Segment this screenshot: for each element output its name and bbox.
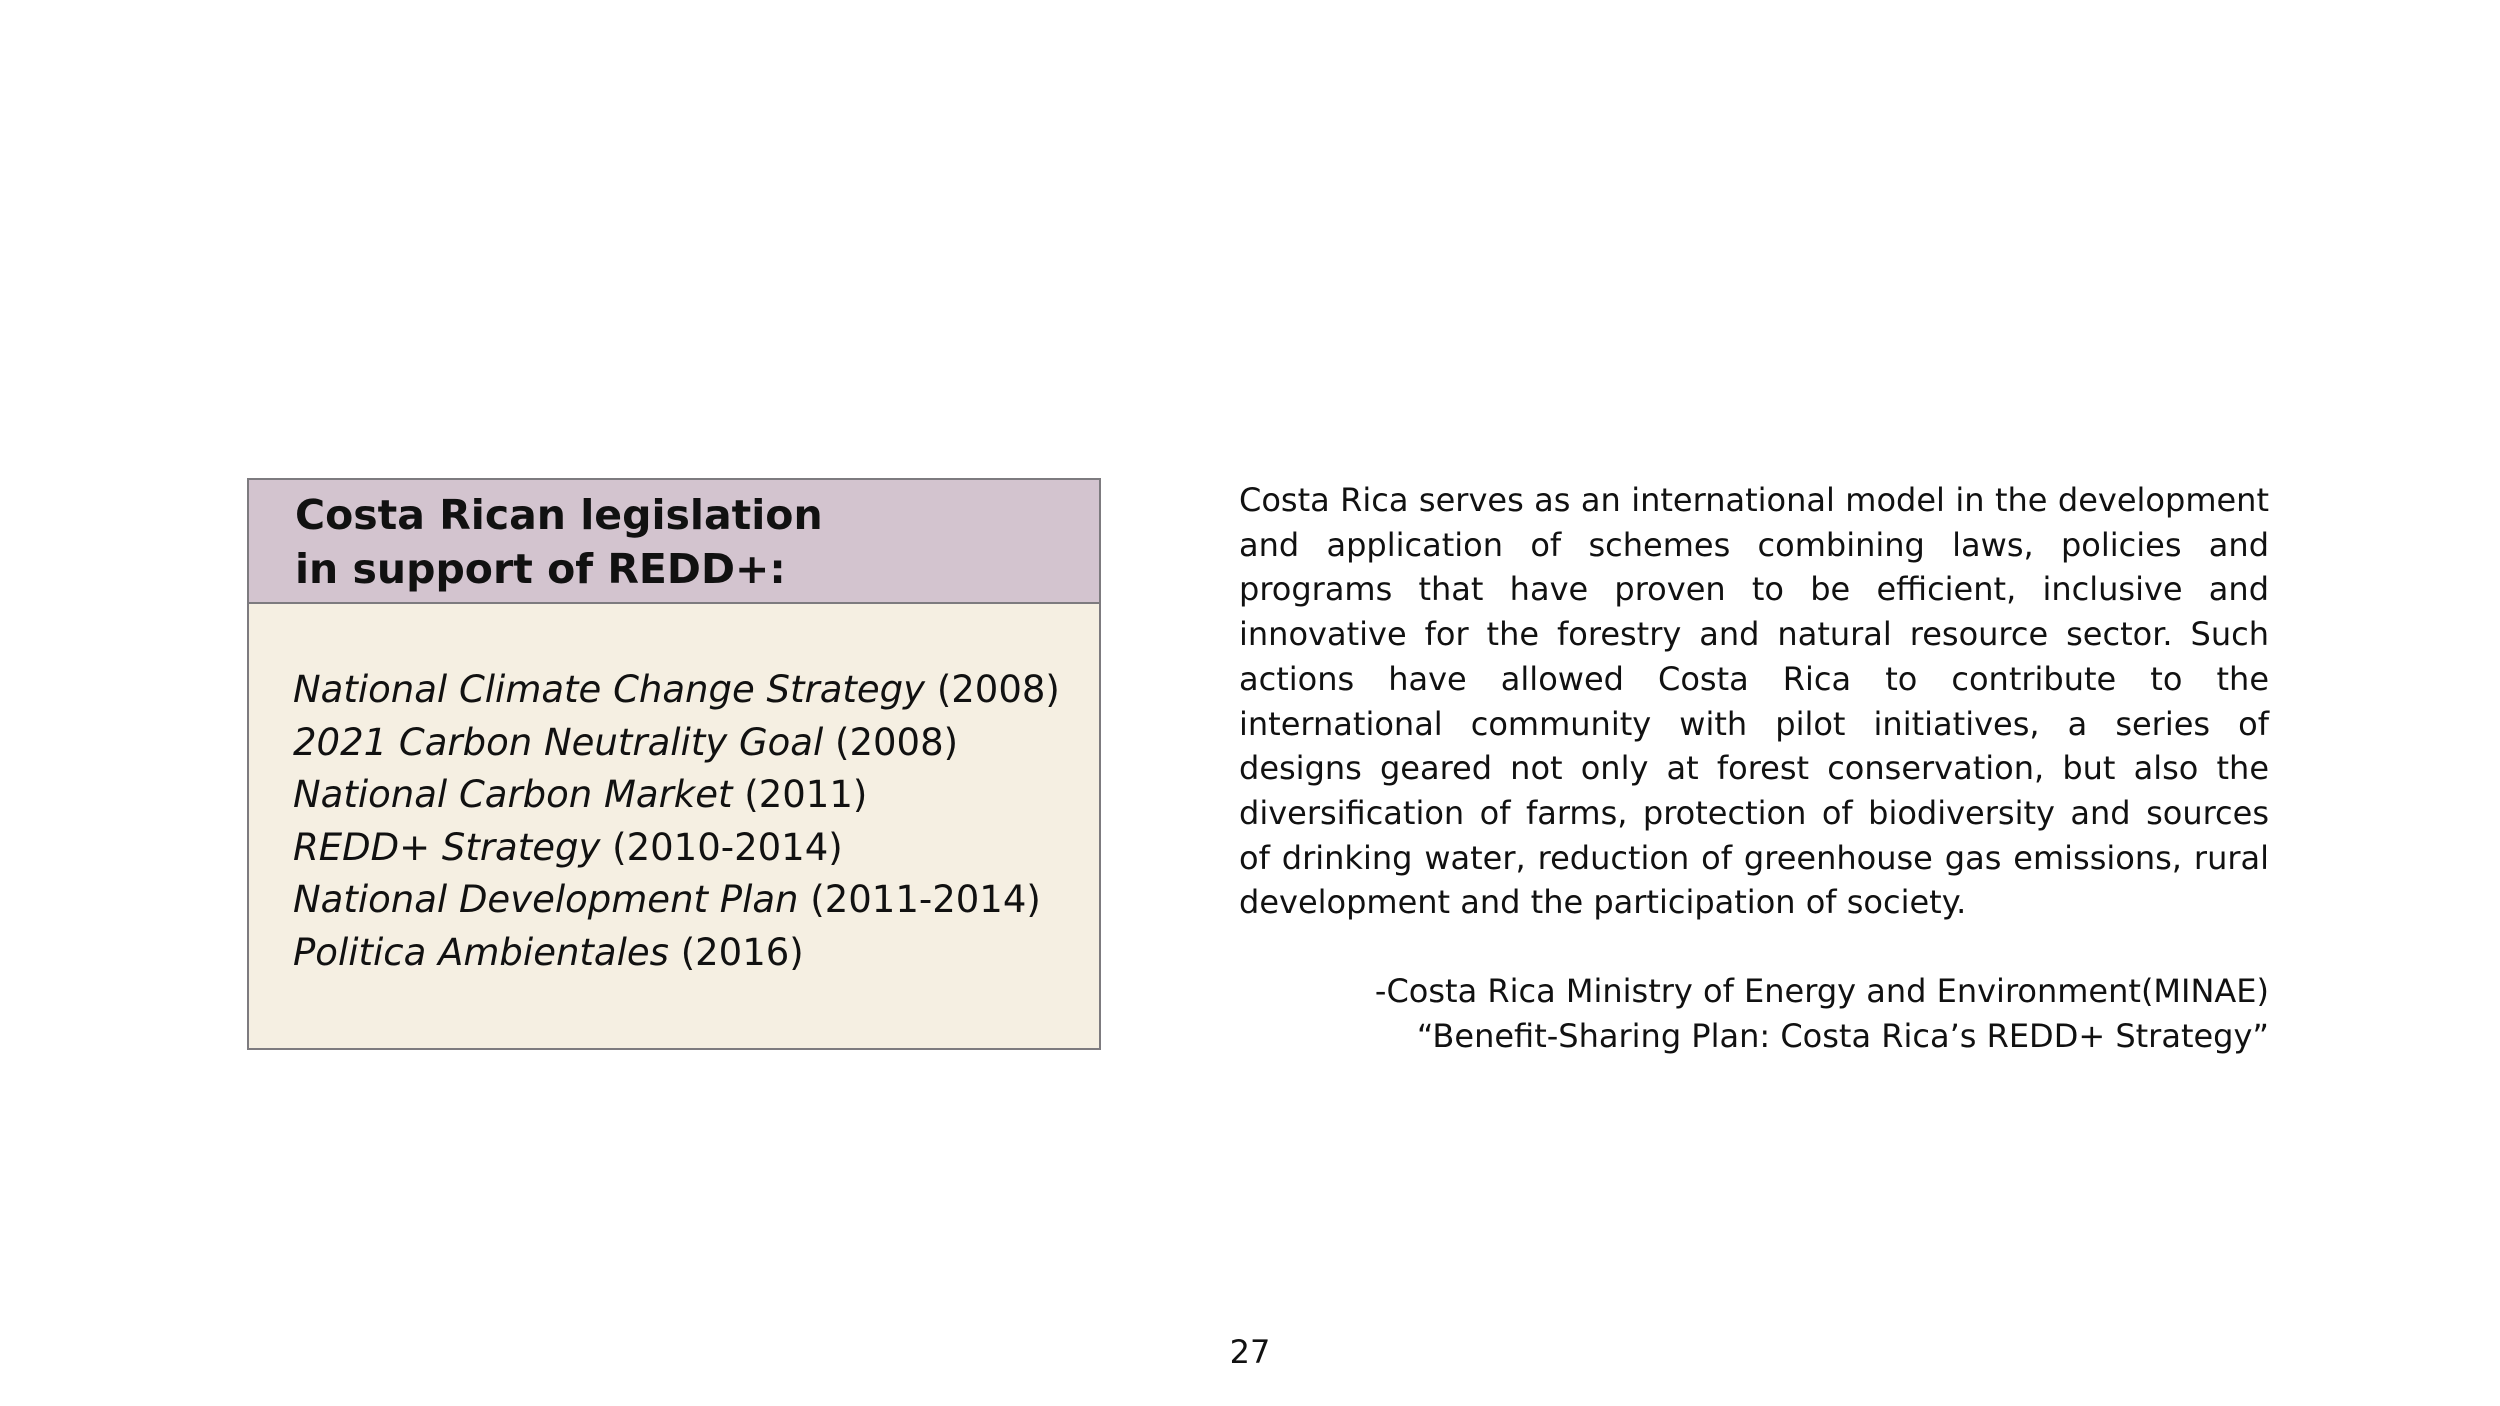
legislation-name: Politica Ambientales — [293, 930, 669, 974]
legislation-list-item — [293, 927, 1099, 980]
legislation-year: (2011) — [744, 773, 868, 816]
legislation-list-item — [293, 822, 1099, 875]
quote-attribution-source: -Costa Rica Ministry of Energy and Environment(MINAE) — [1374, 972, 2269, 1011]
minae-quote — [1239, 478, 2269, 1058]
legislation-box-title-line-2: in support of REDD+: — [295, 545, 786, 593]
legislation-list-item — [293, 874, 1099, 927]
legislation-box-header — [249, 480, 1099, 604]
legislation-name: 2021 Carbon Neutrality Goal — [293, 720, 824, 764]
page-number: 27 — [1229, 1333, 1271, 1371]
legislation-box — [247, 478, 1101, 1050]
legislation-box-title-line-1: Costa Rican legislation — [295, 491, 823, 539]
legislation-year: (2008) — [835, 720, 959, 764]
legislation-name: National Development Plan — [293, 878, 799, 921]
legislation-year: (2016) — [680, 930, 804, 974]
legislation-box-title — [295, 488, 1099, 596]
quote-attribution — [1239, 969, 2269, 1058]
legislation-year: (2010-2014) — [612, 825, 843, 869]
legislation-list — [249, 604, 1099, 979]
legislation-list-item — [293, 664, 1099, 717]
legislation-name: National Climate Change Strategy — [293, 668, 926, 711]
quote-attribution-document: “Benefit-Sharing Plan: Costa Rica’s REDD+ Strategy” — [1416, 1016, 2269, 1055]
legislation-year: (2008) — [936, 668, 1060, 711]
legislation-name: National Carbon Market — [293, 773, 733, 816]
legislation-list-item — [293, 769, 1099, 822]
legislation-year: (2011-2014) — [810, 878, 1041, 921]
quote-text: Costa Rica serves as an international model in the development and application of schemes combining laws, policies and programs that have proven to be efficient, inclusive and innovative for the forestry and natural resource sector. Such actions have allowed Costa Rica to contribute to the international community with pilot initiatives, a series of designs geared not only at forest conservation, but also the diversification of farms, protection of biodiversity and sources of drinking water, reduction of greenhouse gas emissions, rural development and the participation of society. — [1239, 481, 2269, 922]
legislation-list-item — [293, 717, 1099, 770]
legislation-name: REDD+ Strategy — [293, 825, 601, 869]
